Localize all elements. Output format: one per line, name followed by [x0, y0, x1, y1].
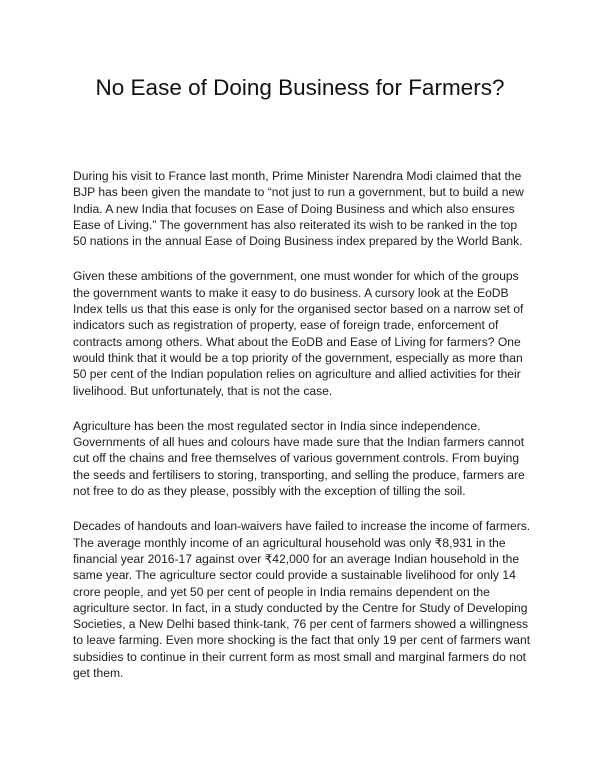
document-title: No Ease of Doing Business for Farmers?	[95, 75, 505, 100]
paragraph-3: Agriculture has been the most regulated sector in India since independence. Governments of all hues and colours have made sure that the Indian farmers cannot cut off the chains and free themselves of various government controls. From buying the seeds and fertilisers to storing, transporting, and selling the produce, farmers are not free to do as they please, possibly with the exception of tilling the soil.	[73, 418, 525, 499]
paragraph-1: During his visit to France last month, Prime Minister Narendra Modi claimed that the BJP has been given the mandate to “not just to run a government, but to build a new India. A new India that focuses on Ease of Doing Business and which also ensures Ease of Living.” The government has also reiterated its wish to be ranked in the top 50 nations in the annual Ease of Doing Business index prepared by the World Bank.	[73, 169, 524, 249]
document-body	[73, 168, 533, 700]
paragraph-2: Given these ambitions of the government, one must wonder for which of the groups the government wants to make it easy to do business. A cursory look at the EoDB Index tells us that this ease is only for the organised sector based on a narrow set of indicators such as registration of property, ease of foreign trade, enforcement of contracts among others. What about the EoDB and Ease of Living for farmers? One would think that it would be a top priority of the government, especially as more than 50 per cent of the Indian population relies on agriculture and allied activities for their livelihood. But unfortunately, that is not the case.	[73, 269, 524, 398]
paragraph-4: Decades of handouts and loan-waivers have failed to increase the income of farmers. The average monthly income of an agricultural household was only ₹8,931 in the financial year 2016-17 against over ₹42,000 for an average Indian household in the same year. The agriculture sector could provide a sustainable livelihood for only 14 crore people, and yet 50 per cent of people in India remains dependent on the agriculture sector. In fact, in a study conducted by the Centre for Study of Developing Societies, a New Delhi based think-tank, 76 per cent of farmers showed a willingness to leave farming. Even more shocking is the fact that only 19 per cent of farmers want subsidies to continue in their current form as most small and marginal farmers do not get them.	[73, 519, 531, 681]
